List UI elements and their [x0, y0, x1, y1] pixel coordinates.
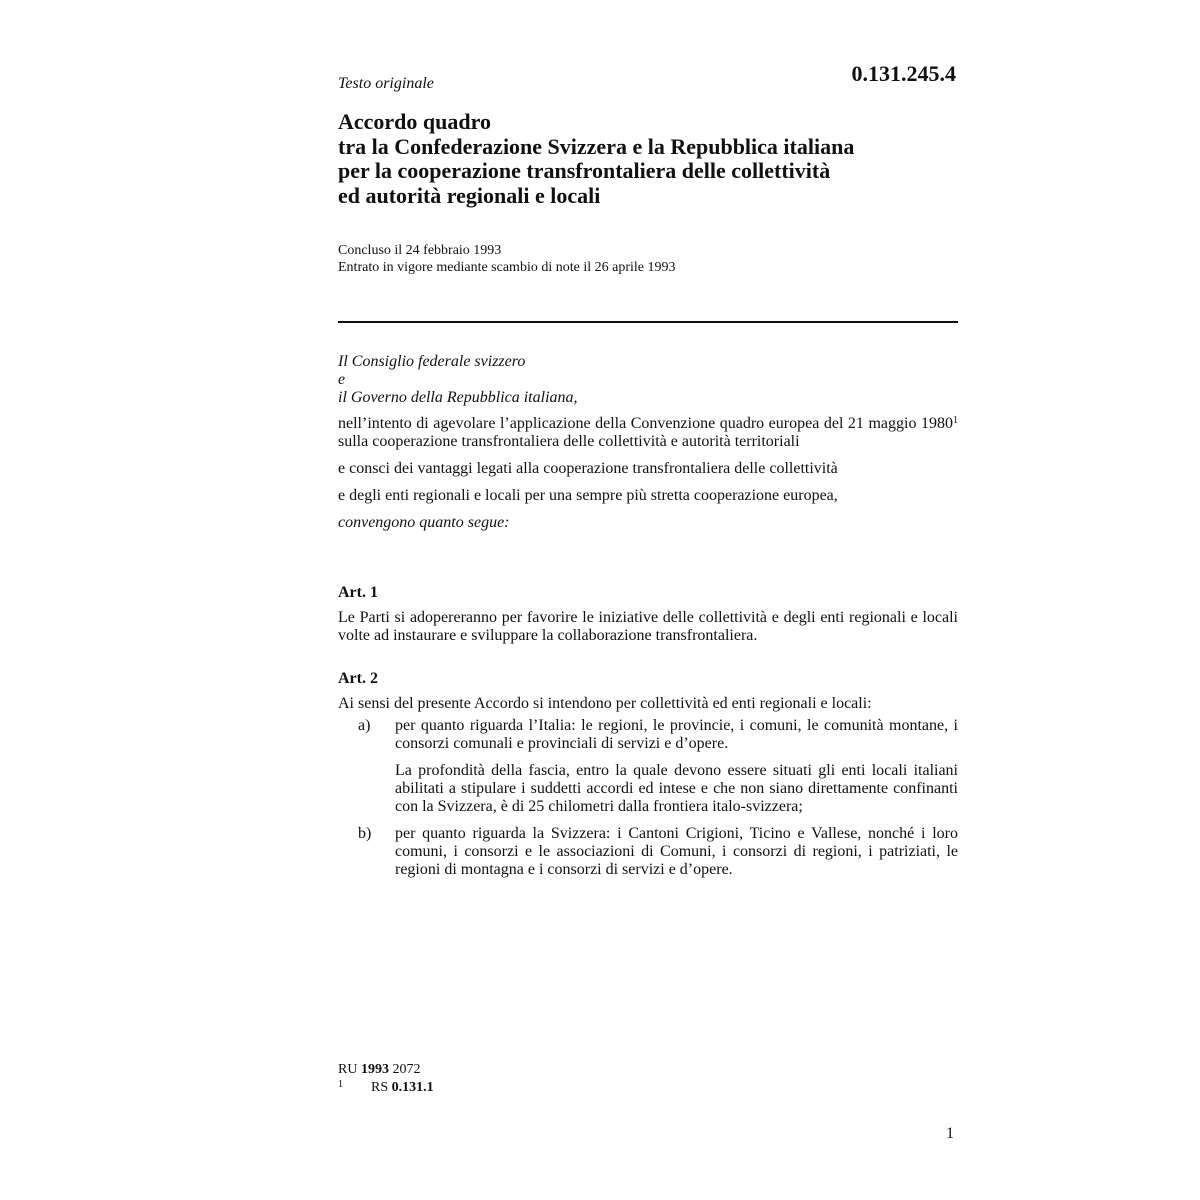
list-item-text: per quanto riguarda l’Italia: le regioni, le provincie, i comuni, le comunità montane, i consorzi comunali e provinciali di servizi e d’opere.: [395, 717, 958, 752]
article-1-text: Le Parti si adopereranno per favorire le iniziative delle collettività e degli enti regionali e locali volte ad instaurare e sviluppare la collaborazione transfrontaliera.: [338, 609, 958, 644]
footnote-ref-1[interactable]: 1: [953, 415, 958, 426]
document-page: [338, 0, 958, 1200]
ru-prefix: RU: [338, 1062, 358, 1077]
document-dates: [338, 242, 675, 276]
article-1-heading: Art. 1: [338, 584, 378, 601]
concluded-date: Concluso il 24 febbraio 1993: [338, 243, 502, 258]
entry-into-force: Entrato in vigore mediante scambio di note il 26 aprile 1993: [338, 260, 676, 275]
footnote-ref-link[interactable]: 0.131.1: [391, 1080, 434, 1095]
preamble-party-2: il Governo della Repubblica italiana,: [338, 389, 578, 406]
preamble-regional: e degli enti regionali e locali per una sempre più stretta cooperazione europea,: [338, 487, 838, 504]
preamble-party-1: Il Consiglio federale svizzero: [338, 353, 526, 370]
article-2-intro: Ai sensi del presente Accordo si intendono per collettività ed enti regionali e locali:: [338, 695, 872, 712]
article-2-heading: Art. 2: [338, 670, 378, 687]
header-divider: [338, 321, 958, 323]
list-item-b: [338, 825, 958, 879]
footnote-1: 1 RS 0.131.1: [338, 1079, 434, 1095]
preamble-aware: e consci dei vantaggi legati alla cooperazione transfrontaliera delle collettività: [338, 460, 838, 477]
list-item-text-2: La profondità della fascia, entro la quale devono essere situati gli enti locali italiani abilitati a stipulare i suddetti accordi ed intese e che non siano direttamente confinanti con la Svizzera, è di 25 chilometri dalla frontiera italo-svizzera;: [395, 762, 958, 815]
preamble-intent: [338, 415, 958, 451]
preamble-agree: convengono quanto segue:: [338, 514, 510, 531]
ru-page: 2072: [392, 1062, 421, 1077]
official-collection-ref: [338, 1061, 434, 1079]
list-item-label: b): [358, 825, 372, 842]
title-line: per la cooperazione transfrontaliera delle collettività: [338, 158, 831, 183]
document-status: Testo originale: [338, 75, 434, 92]
preamble-and: e: [338, 371, 346, 388]
document-body: [338, 353, 958, 879]
title-line: ed autorità regionali e locali: [338, 182, 601, 208]
preamble-intent-text: nell’intento di agevolare l’applicazione della Convenzione quadro europea del 21 maggio 1980: [338, 415, 953, 432]
title-line: tra la Confederazione Svizzera e la Repubblica italiana: [338, 133, 855, 159]
footnotes: [338, 1061, 434, 1097]
list-item-text: per quanto riguarda la Svizzera: i Cantoni Crigioni, Ticino e Vallese, nonché i loro comuni, i consorzi e le associazioni di Comuni, i consorzi di regioni, i patriziati, le regioni di montagna e i consorzi di servizi e d’opere.: [395, 825, 958, 878]
preamble-intent-text-cont: sulla cooperazione transfrontaliera delle collettività e autorità territoriali: [338, 433, 800, 450]
rs-number: 0.131.245.4: [851, 61, 956, 86]
list-item-label: a): [358, 717, 371, 734]
title-line: Accordo quadro: [338, 109, 491, 134]
footnote-prefix: RS: [371, 1080, 389, 1095]
ru-year: 1993: [360, 1062, 389, 1077]
page-number: 1: [946, 1125, 954, 1142]
article-2-list: [338, 717, 958, 879]
document-title: [338, 110, 958, 208]
list-item-a: [338, 717, 958, 816]
